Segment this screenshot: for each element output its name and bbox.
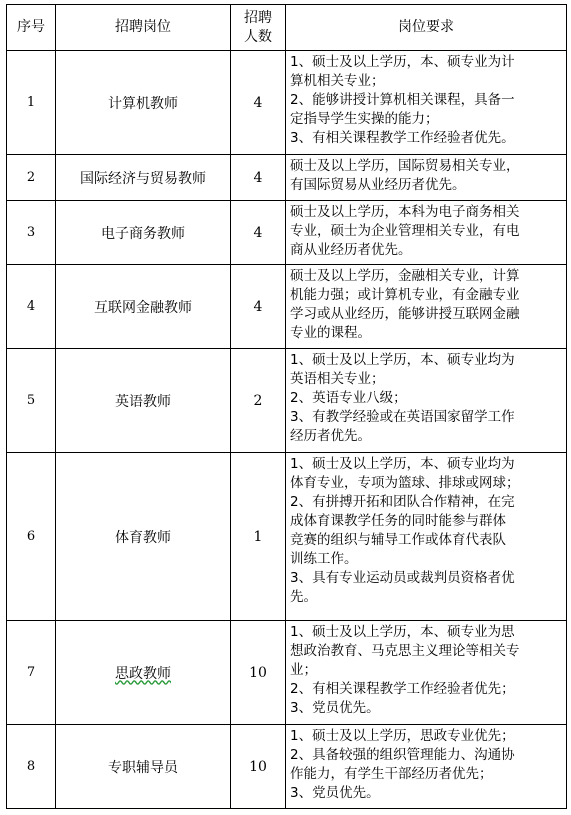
requirement-line: 训练工作。	[290, 551, 358, 567]
position-title: 互联网金融教师	[56, 265, 231, 349]
header-count-line2: 人数	[244, 28, 272, 45]
row-number: 6	[7, 453, 56, 621]
hiring-count: 2	[231, 349, 286, 453]
requirement-line: 1、硕士及以上学历，本、硕专业为计	[290, 54, 515, 70]
requirement-line: 业；	[290, 662, 317, 678]
header-count-line1: 招聘	[244, 9, 272, 26]
table-row	[7, 453, 567, 621]
table-row	[7, 201, 567, 265]
requirement-line: 2、具备较强的组织管理能力、沟通协	[290, 747, 515, 763]
hiring-count: 10	[231, 621, 286, 725]
requirement-line: 3、有相关课程教学工作经验者优先。	[290, 130, 515, 146]
row-number: 3	[7, 201, 56, 265]
requirement-line: 想政治教育、马克思主义理论等相关专	[290, 643, 520, 659]
requirement-line: 机能力强；或计算机专业，有金融专业	[290, 287, 520, 303]
requirements-cell	[286, 453, 567, 621]
position-title: 专职辅导员	[56, 725, 231, 809]
requirement-line: 硕士及以上学历，国际贸易相关专业，	[290, 158, 520, 174]
requirement-line: 作能力，有学生干部经历者优先；	[290, 766, 493, 782]
header-requirements: 岗位要求	[286, 5, 567, 51]
hiring-count: 1	[231, 453, 286, 621]
requirements-cell	[286, 725, 567, 809]
position-title: 英语教师	[56, 349, 231, 453]
requirement-line: 3、党员优先。	[290, 700, 380, 716]
requirement-line: 先。	[290, 589, 317, 605]
requirement-line: 2、英语专业八级；	[290, 390, 407, 406]
requirement-line: 专业，硕士为企业管理相关专业，有电	[290, 223, 520, 239]
requirement-line: 专业的课程。	[290, 325, 371, 341]
requirements-cell	[286, 265, 567, 349]
table-row	[7, 51, 567, 155]
hiring-count: 10	[231, 725, 286, 809]
requirement-line: 学习或从业经历，能够讲授互联网金融	[290, 306, 520, 322]
position-title: 电子商务教师	[56, 201, 231, 265]
requirement-line: 英语相关专业；	[290, 371, 385, 387]
header-no: 序号	[7, 5, 56, 51]
requirement-line: 3、有教学经验或在英语国家留学工作	[290, 409, 515, 425]
requirement-line: 1、硕士及以上学历，本、硕专业为思	[290, 624, 515, 640]
requirement-line: 1、硕士及以上学历，本、硕专业均为	[290, 352, 515, 368]
requirement-line: 2、有相关课程教学工作经验者优先；	[290, 681, 515, 697]
requirements-cell	[286, 621, 567, 725]
header-position: 招聘岗位	[56, 5, 231, 51]
requirement-line: 商从业经历者优先。	[290, 242, 412, 258]
row-number: 5	[7, 349, 56, 453]
requirement-line: 1、硕士及以上学历，本、硕专业均为	[290, 456, 515, 472]
requirement-line: 3、党员优先。	[290, 785, 380, 801]
requirements-cell	[286, 349, 567, 453]
requirement-line: 1、硕士及以上学历，思政专业优先；	[290, 728, 515, 744]
hiring-count: 4	[231, 201, 286, 265]
requirements-cell	[286, 51, 567, 155]
requirement-line: 定指导学生实操的能力；	[290, 111, 439, 127]
requirement-line: 经历者优先。	[290, 428, 371, 444]
table-row	[7, 265, 567, 349]
position-title: 计算机教师	[56, 51, 231, 155]
position-title: 体育教师	[56, 453, 231, 621]
requirement-line: 竞赛的组织与辅导工作或体育代表队	[290, 532, 506, 548]
table-row	[7, 725, 567, 809]
position-title: 思政教师	[56, 621, 231, 725]
requirement-line: 算机相关专业；	[290, 73, 385, 89]
row-number: 1	[7, 51, 56, 155]
requirements-cell	[286, 201, 567, 265]
requirement-line: 2、有拼搏开拓和团队合作精神，在完	[290, 494, 515, 510]
table-row	[7, 349, 567, 453]
requirements-cell	[286, 155, 567, 201]
hiring-count: 4	[231, 51, 286, 155]
row-number: 2	[7, 155, 56, 201]
requirement-line: 体育专业，专项为篮球、排球或网球；	[290, 475, 520, 491]
table-row	[7, 155, 567, 201]
header-count	[231, 5, 286, 51]
requirement-line: 硕士及以上学历，本科为电子商务相关	[290, 204, 520, 220]
table-row	[7, 621, 567, 725]
table-header-row	[7, 5, 567, 51]
requirement-line: 有国际贸易从业经历者优先。	[290, 177, 466, 193]
requirement-line: 2、能够讲授计算机相关课程，具备一	[290, 92, 515, 108]
requirement-line: 3、具有专业运动员或裁判员资格者优	[290, 570, 515, 586]
recruitment-table	[6, 4, 567, 809]
hiring-count: 4	[231, 265, 286, 349]
row-number: 8	[7, 725, 56, 809]
row-number: 7	[7, 621, 56, 725]
requirement-line: 成体育课教学任务的同时能参与群体	[290, 513, 506, 529]
position-title: 国际经济与贸易教师	[56, 155, 231, 201]
hiring-count: 4	[231, 155, 286, 201]
requirement-line: 硕士及以上学历，金融相关专业，计算	[290, 268, 520, 284]
row-number: 4	[7, 265, 56, 349]
